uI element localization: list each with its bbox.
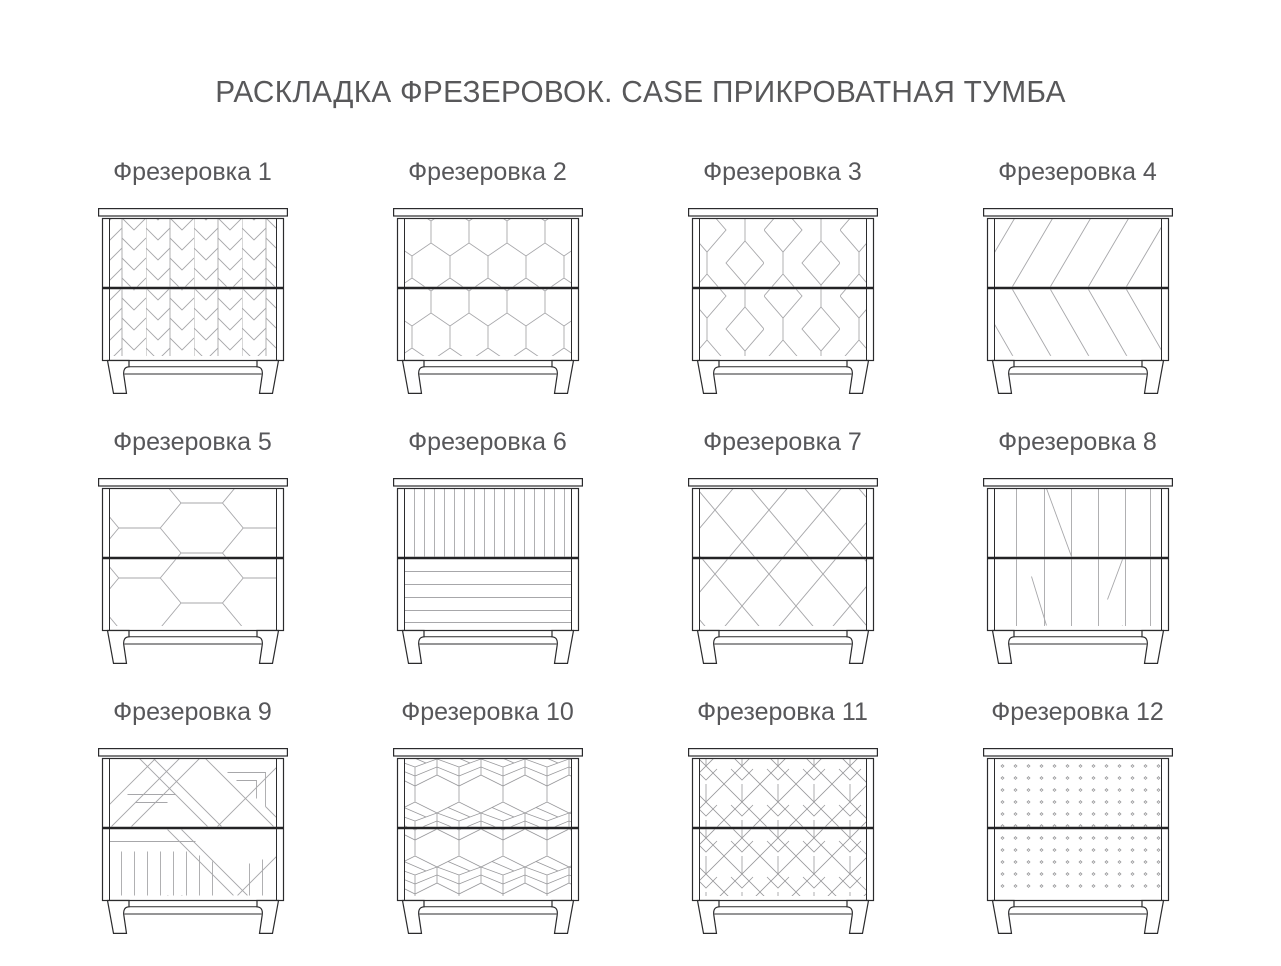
cabinet-top-slab — [98, 479, 287, 486]
cabinet-label: Фрезеровка 3 — [703, 158, 862, 186]
cabinet-card — [930, 156, 1225, 426]
page-title: РАСКЛАДКА ФРЕЗЕРОВОК. CASE ПРИКРОВАТНАЯ ТУМБА — [215, 74, 1066, 109]
cabinet-card — [45, 156, 340, 426]
leg-left — [697, 901, 719, 934]
leg-stretcher — [124, 637, 261, 644]
cabinet-card — [340, 426, 635, 696]
leg-stretcher — [124, 367, 261, 374]
cabinet-label: Фрезеровка 5 — [113, 428, 272, 456]
leg-stretcher — [419, 907, 556, 914]
leg-left — [992, 361, 1014, 394]
leg-right — [1142, 361, 1164, 394]
cabinet-drawing — [688, 478, 878, 664]
cabinet-label: Фрезеровка 4 — [998, 158, 1157, 186]
cabinet-top-slab — [688, 479, 877, 486]
leg-stretcher — [1009, 637, 1146, 644]
leg-right — [1142, 901, 1164, 934]
cabinet-card — [635, 696, 930, 966]
leg-right — [257, 631, 279, 664]
cabinet-drawing — [98, 478, 288, 664]
leg-stretcher — [124, 907, 261, 914]
leg-stretcher — [714, 907, 851, 914]
cabinet-drawing — [393, 208, 583, 394]
leg-left — [697, 631, 719, 664]
drawer-front-top — [994, 219, 1161, 287]
cabinet-card — [930, 696, 1225, 966]
leg-left — [992, 631, 1014, 664]
cabinet-drawing — [983, 478, 1173, 664]
cabinet-card — [930, 426, 1225, 696]
cabinet-drawing — [393, 748, 583, 934]
cabinet-card — [340, 156, 635, 426]
leg-left — [402, 361, 424, 394]
cabinet-drawing — [983, 208, 1173, 394]
leg-right — [847, 631, 869, 664]
leg-left — [107, 631, 129, 664]
drawer-front-bottom — [404, 290, 571, 357]
cabinet-top-slab — [98, 749, 287, 756]
leg-right — [552, 631, 574, 664]
drawer-front-bottom — [994, 830, 1161, 897]
cabinet-label: Фрезеровка 10 — [401, 698, 574, 726]
cabinet-label: Фрезеровка 8 — [998, 428, 1157, 456]
cabinet-card — [45, 696, 340, 966]
leg-left — [107, 901, 129, 934]
cabinet-label: Фрезеровка 7 — [703, 428, 862, 456]
cabinet-drawing — [983, 748, 1173, 934]
cabinet-top-slab — [393, 209, 582, 216]
cabinet-top-slab — [393, 479, 582, 486]
cabinet-card — [635, 426, 930, 696]
leg-right — [552, 361, 574, 394]
leg-right — [1142, 631, 1164, 664]
cabinet-top-slab — [98, 209, 287, 216]
drawer-front-top — [699, 219, 866, 287]
drawer-front-top — [994, 759, 1161, 827]
drawer-front-top — [109, 219, 276, 287]
drawer-front-bottom — [404, 830, 571, 897]
cabinet-label: Фрезеровка 6 — [408, 428, 567, 456]
drawer-front-top — [109, 489, 276, 557]
drawer-front-bottom — [994, 290, 1161, 357]
leg-left — [402, 631, 424, 664]
drawer-front-bottom — [994, 560, 1161, 627]
drawer-front-bottom — [699, 560, 866, 627]
leg-stretcher — [1009, 907, 1146, 914]
leg-right — [847, 901, 869, 934]
cabinet-label: Фрезеровка 2 — [408, 158, 567, 186]
drawer-front-bottom — [404, 560, 571, 627]
cabinet-drawing — [98, 208, 288, 394]
drawer-front-bottom — [699, 830, 866, 897]
cabinet-top-slab — [688, 209, 877, 216]
drawer-front-top — [699, 489, 866, 557]
drawer-front-top — [404, 759, 571, 827]
drawer-front-top — [994, 489, 1161, 557]
cabinet-drawing — [688, 208, 878, 394]
leg-right — [257, 361, 279, 394]
cabinet-label: Фрезеровка 1 — [113, 158, 272, 186]
cabinet-label: Фрезеровка 12 — [991, 698, 1164, 726]
drawer-front-top — [404, 219, 571, 287]
cabinet-label: Фрезеровка 11 — [697, 698, 868, 726]
drawer-front-bottom — [109, 830, 276, 897]
drawer-front-bottom — [109, 560, 276, 627]
cabinet-top-slab — [688, 749, 877, 756]
drawer-front-top — [109, 759, 276, 827]
leg-stretcher — [714, 637, 851, 644]
cabinet-label: Фрезеровка 9 — [113, 698, 272, 726]
pattern-grid — [45, 156, 1225, 966]
cabinet-card — [340, 696, 635, 966]
cabinet-top-slab — [983, 749, 1172, 756]
drawer-front-top — [404, 489, 571, 557]
leg-left — [107, 361, 129, 394]
cabinet-drawing — [98, 748, 288, 934]
leg-stretcher — [419, 637, 556, 644]
leg-right — [847, 361, 869, 394]
cabinet-top-slab — [983, 479, 1172, 486]
leg-stretcher — [714, 367, 851, 374]
leg-right — [257, 901, 279, 934]
cabinet-drawing — [393, 478, 583, 664]
cabinet-card — [45, 426, 340, 696]
leg-left — [402, 901, 424, 934]
drawer-front-top — [699, 759, 866, 827]
drawer-front-bottom — [109, 290, 276, 357]
cabinet-drawing — [688, 748, 878, 934]
cabinet-top-slab — [393, 749, 582, 756]
leg-left — [697, 361, 719, 394]
leg-stretcher — [419, 367, 556, 374]
leg-stretcher — [1009, 367, 1146, 374]
cabinet-top-slab — [983, 209, 1172, 216]
drawer-front-bottom — [699, 290, 866, 357]
leg-right — [552, 901, 574, 934]
cabinet-card — [635, 156, 930, 426]
leg-left — [992, 901, 1014, 934]
